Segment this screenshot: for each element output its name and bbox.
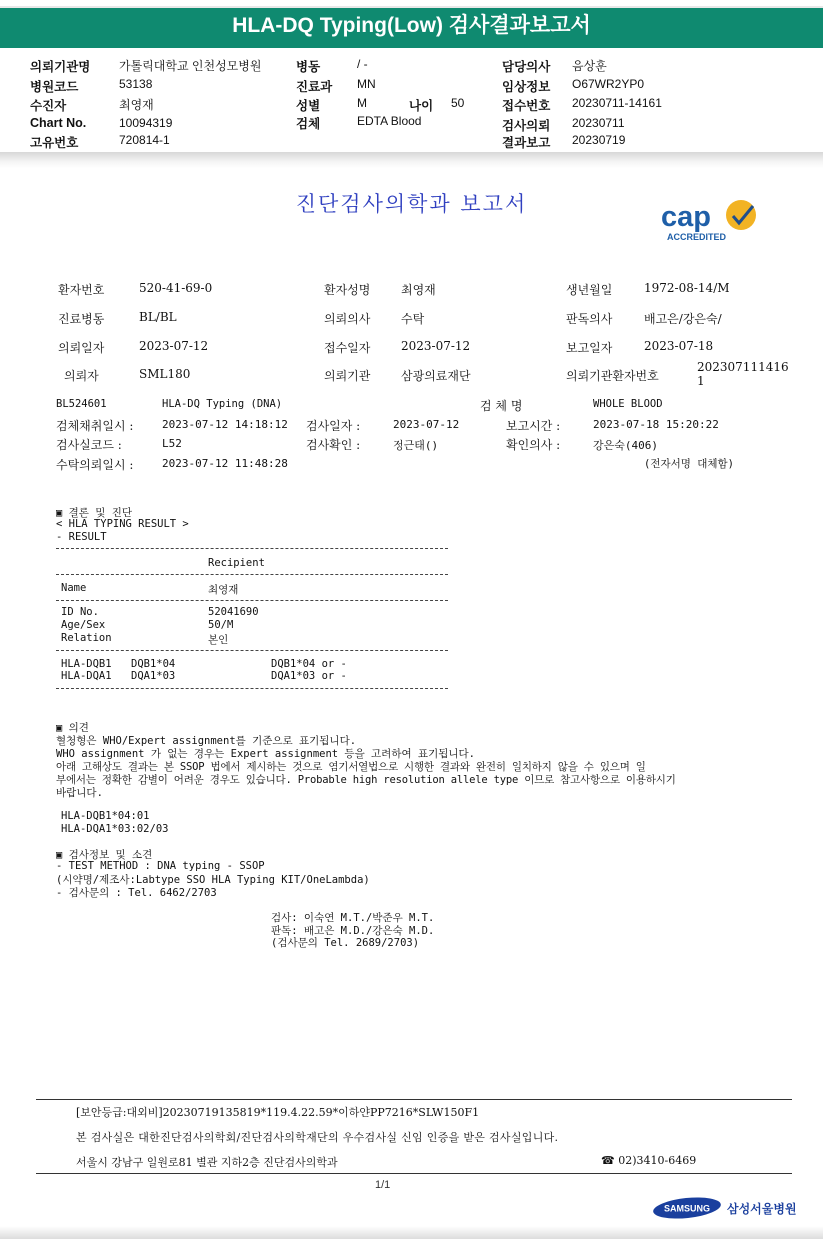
method-line: - 검사문의 : Tel. 6462/2703 bbox=[56, 887, 217, 899]
info-value: 배고은/강은숙/ bbox=[644, 312, 722, 326]
signature-line: 검사: 이숙연 M.T./박준우 M.T. bbox=[271, 912, 435, 924]
header-value: 최영재 bbox=[119, 98, 154, 112]
info-label: 의뢰기관 bbox=[324, 369, 371, 383]
method-line: - TEST METHOD : DNA typing - SSOP bbox=[56, 860, 265, 872]
header-label: 고유번호 bbox=[30, 136, 79, 150]
allele-result: DQA1*03 or - bbox=[271, 670, 347, 682]
method-title: ▣ 검사정보 및 소견 bbox=[56, 849, 153, 861]
room-value: L52 bbox=[162, 437, 182, 450]
header-label: 접수번호 bbox=[502, 99, 551, 113]
header-label: 검사의뢰 bbox=[502, 119, 551, 133]
info-value: 1972-08-14/M bbox=[644, 281, 730, 295]
header-label: 병원코드 bbox=[30, 80, 79, 94]
header-label: 결과보고 bbox=[502, 136, 551, 150]
report-title: HLA-DQ Typing(Low) 검사결과보고서 bbox=[232, 14, 591, 37]
age-value: 50 bbox=[451, 96, 465, 110]
info-value: 2023-07-18 bbox=[644, 339, 714, 353]
confirm-value: 정근태() bbox=[393, 439, 439, 452]
locus: HLA-DQA1 bbox=[61, 670, 112, 682]
header-label: 진료과 bbox=[296, 80, 333, 94]
header-value: 720814-1 bbox=[119, 133, 170, 147]
header-value: O67WR2YP0 bbox=[572, 77, 645, 91]
recipient-header: Recipient bbox=[208, 557, 265, 569]
opinion-line: 혈청형은 WHO/Expert assignment를 기준으로 표기됩니다. bbox=[56, 735, 357, 747]
test-date-label: 검사일자 : bbox=[306, 419, 361, 433]
info-label: 접수일자 bbox=[324, 341, 371, 355]
footer-divider bbox=[36, 1173, 792, 1174]
hospital-logo bbox=[652, 1196, 797, 1222]
specimen-label: 검 체 명 bbox=[480, 399, 523, 413]
info-value: BL/BL bbox=[139, 310, 177, 324]
relation-value: 본인 bbox=[208, 634, 229, 646]
header-label: 수진자 bbox=[30, 99, 67, 113]
header-value: 20230711-14161 bbox=[572, 96, 662, 110]
opinion-line: 바랍니다. bbox=[56, 787, 103, 799]
cap-seal-icon bbox=[659, 196, 763, 244]
cap-accredited-logo bbox=[659, 196, 763, 244]
info-value: 2023-07-12 bbox=[139, 339, 209, 353]
request-label: 수탁의뢰일시 : bbox=[56, 458, 134, 472]
info-label: 환자성명 bbox=[324, 283, 371, 297]
allele: DQA1*03 bbox=[131, 670, 176, 682]
header-value: 가톨릭대학교 인천성모병원 bbox=[119, 59, 262, 73]
confirm-label: 검사확인 : bbox=[306, 438, 361, 452]
header-value: MN bbox=[357, 77, 376, 91]
info-label: 의뢰자 bbox=[64, 369, 99, 383]
address: 서울시 강남구 일원로81 별관 지하2층 진단검사의학과 bbox=[76, 1156, 338, 1169]
id-value: 52041690 bbox=[208, 606, 259, 618]
opinion-line: 아래 고해상도 결과는 본 SSOP 법에서 제시하는 것으로 염기서열법으로 시행한 결과와 완전히 일치하지 않을 수 있으며 일 bbox=[56, 761, 646, 773]
header-value: / - bbox=[357, 57, 368, 71]
header-label: 담당의사 bbox=[502, 60, 551, 74]
header-value: 20230719 bbox=[572, 133, 626, 147]
header-label: 검체 bbox=[296, 117, 321, 131]
room-label: 검사실코드 : bbox=[56, 438, 122, 452]
allele-detail: HLA-DQB1*04:01 bbox=[61, 810, 150, 822]
info-value: 수탁 bbox=[401, 312, 425, 326]
test-code: BL524601 bbox=[56, 398, 107, 410]
header-value: 10094319 bbox=[119, 116, 173, 130]
svg-text:SAMSUNG: SAMSUNG bbox=[663, 1203, 711, 1214]
agesex-label: Age/Sex bbox=[61, 619, 106, 631]
info-label: 보고일자 bbox=[566, 341, 613, 355]
divider bbox=[56, 650, 448, 651]
relation-label: Relation bbox=[61, 632, 112, 644]
typing-title: < HLA TYPING RESULT > bbox=[56, 518, 189, 530]
allele-detail: HLA-DQA1*03:02/03 bbox=[61, 823, 169, 835]
report-time-value: 2023-07-18 15:20:22 bbox=[593, 418, 719, 431]
header-value: M bbox=[357, 96, 367, 110]
test-name: HLA-DQ Typing (DNA) bbox=[162, 398, 283, 410]
divider bbox=[56, 548, 448, 549]
signature-line: (검사문의 Tel. 2689/2703) bbox=[271, 937, 420, 949]
locus: HLA-DQB1 bbox=[61, 658, 112, 670]
opinion-line: 부에서는 정확한 감별이 어려운 경우도 있습니다. Probable high resolution allele type 이므로 참고사항으로 이용하시기 bbox=[56, 774, 676, 786]
certification-note: 본 검사실은 대한진단검사의학회/진단검사의학재단의 우수검사실 신임 인증을 받은 검사실입니다. bbox=[76, 1131, 559, 1144]
specimen-value: WHOLE BLOOD bbox=[593, 398, 663, 410]
info-label: 환자번호 bbox=[58, 283, 105, 297]
opinion-line: WHO assignment 가 없는 경우는 Expert assignment 등을 고려하여 표기됩니다. bbox=[56, 748, 475, 760]
divider bbox=[56, 688, 448, 689]
request-value: 2023-07-12 11:48:28 bbox=[162, 457, 288, 470]
divider bbox=[56, 574, 448, 575]
allele-result: DQB1*04 or - bbox=[271, 658, 347, 670]
samsung-logo-icon bbox=[652, 1196, 722, 1220]
collect-label: 검체채취일시 : bbox=[56, 419, 134, 433]
info-label: 생년월일 bbox=[566, 283, 613, 297]
id-label: ID No. bbox=[61, 606, 99, 618]
header-label: 임상정보 bbox=[502, 80, 551, 94]
doctor-value: 강은숙(406) bbox=[593, 439, 658, 452]
document-title: 진단검사의학과 보고서 bbox=[295, 192, 528, 216]
name-value: 최영재 bbox=[208, 584, 239, 596]
divider bbox=[56, 600, 448, 601]
collect-value: 2023-07-12 14:18:12 bbox=[162, 418, 288, 431]
security-line: [보안등급:대외비]20230719135819*119.4.22.59*이하얀PP7216*SLW150F1 bbox=[76, 1106, 480, 1119]
section-divider bbox=[0, 152, 823, 168]
allele: DQB1*04 bbox=[131, 658, 176, 670]
info-value: 2023-07-12 bbox=[401, 339, 471, 353]
info-value: 202307111416 bbox=[697, 360, 789, 374]
info-label: 의뢰기관환자번호 bbox=[566, 369, 659, 383]
signature-line: 판독: 배고은 M.D./강은숙 M.D. bbox=[271, 925, 435, 937]
info-label: 의뢰의사 bbox=[324, 312, 371, 326]
hospital-name: 삼성서울병원 bbox=[727, 1202, 797, 1216]
header-value: EDTA Blood bbox=[357, 114, 422, 128]
esign-note: (전자서명 대체함) bbox=[644, 458, 734, 470]
info-label: 진료병동 bbox=[58, 312, 105, 326]
header-label: 의뢰기관명 bbox=[30, 60, 91, 74]
info-label: 판독의사 bbox=[566, 312, 613, 326]
method-line: (시약명/제조사:Labtype SSO HLA Typing KIT/OneLambda) bbox=[56, 874, 370, 886]
opinion-title: ▣ 의견 bbox=[56, 722, 89, 734]
info-value: 1 bbox=[697, 374, 705, 388]
test-date-value: 2023-07-12 bbox=[393, 418, 460, 431]
phone: ☎ 02)3410-6469 bbox=[601, 1154, 697, 1167]
section-title: ▣ 결론 및 진단 bbox=[56, 507, 133, 519]
name-label: Name bbox=[61, 582, 87, 594]
age-label: 나이 bbox=[409, 99, 434, 113]
report-time-label: 보고시간 : bbox=[506, 419, 561, 433]
footer-divider bbox=[36, 1099, 792, 1100]
info-value: 최영재 bbox=[401, 283, 436, 297]
agesex-value: 50/M bbox=[208, 619, 234, 631]
info-label: 의뢰일자 bbox=[58, 341, 105, 355]
info-value: 삼광의료재단 bbox=[401, 369, 471, 383]
svg-text:cap: cap bbox=[661, 201, 711, 233]
doctor-label: 확인의사 : bbox=[506, 438, 561, 452]
info-value: 520-41-69-0 bbox=[139, 281, 213, 295]
header-value: 20230711 bbox=[572, 116, 625, 130]
info-value: SML180 bbox=[139, 367, 191, 381]
header-label: 성별 bbox=[296, 99, 321, 113]
page-edge bbox=[0, 1226, 823, 1239]
header-value: 음상훈 bbox=[572, 59, 607, 73]
header-label: Chart No. bbox=[30, 116, 87, 130]
header-label: 병동 bbox=[296, 60, 321, 74]
header-value: 53138 bbox=[119, 77, 153, 91]
result-label: - RESULT bbox=[56, 531, 107, 543]
svg-text:ACCREDITED: ACCREDITED bbox=[667, 232, 727, 242]
page-number: 1/1 bbox=[375, 1179, 391, 1191]
